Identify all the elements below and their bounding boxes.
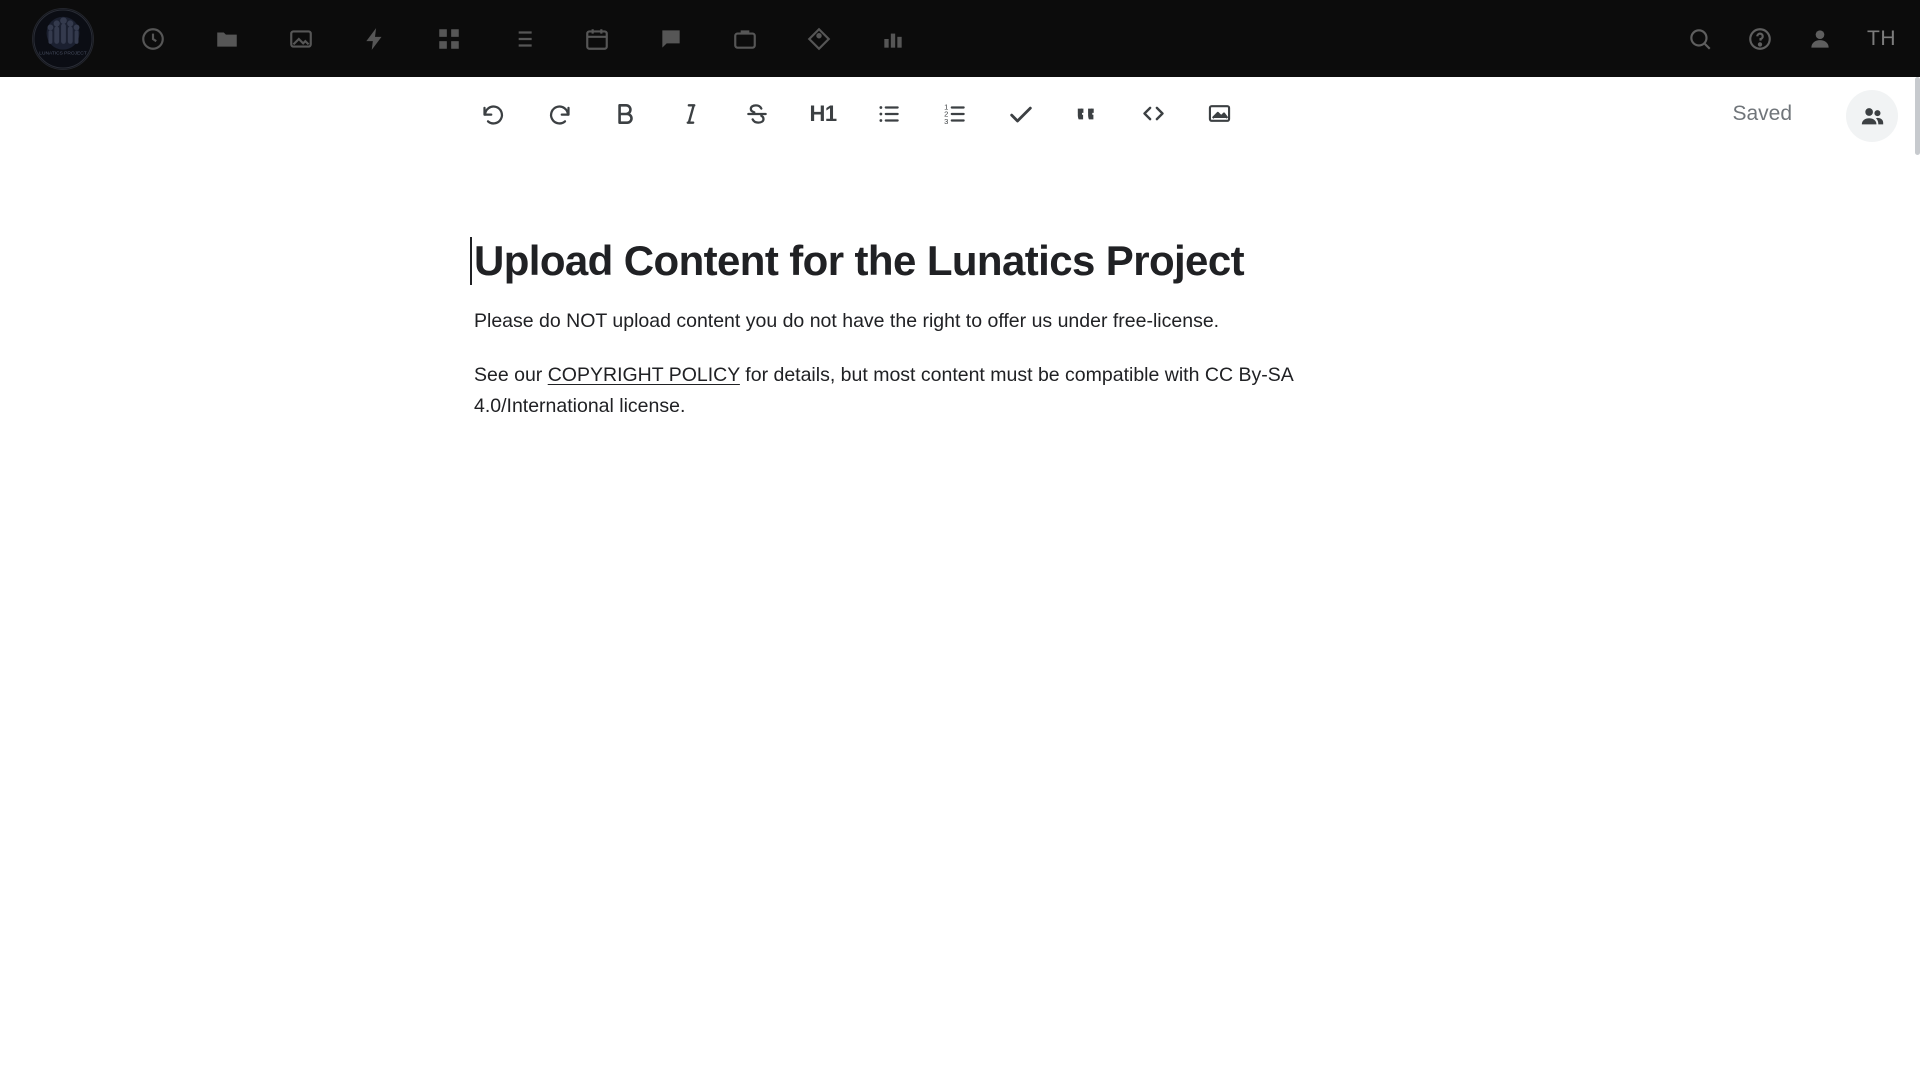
svg-text:LUNATICS PROJECT: LUNATICS PROJECT bbox=[39, 51, 87, 57]
save-status: Saved bbox=[1732, 101, 1792, 125]
list-icon[interactable] bbox=[510, 26, 536, 52]
copyright-policy-link[interactable]: COPYRIGHT POLICY bbox=[547, 363, 740, 386]
italic-button[interactable] bbox=[658, 77, 724, 150]
clock-icon[interactable] bbox=[140, 26, 166, 52]
document-body[interactable] bbox=[474, 235, 1364, 445]
tag-icon[interactable] bbox=[806, 26, 832, 52]
app-bar bbox=[0, 0, 1920, 77]
collaborators-button[interactable] bbox=[1846, 90, 1898, 142]
undo-button[interactable] bbox=[460, 77, 526, 150]
account-icon[interactable] bbox=[1807, 26, 1833, 52]
strikethrough-button[interactable] bbox=[724, 77, 790, 150]
checklist-button[interactable] bbox=[988, 77, 1054, 150]
app-bar-left-icons bbox=[140, 0, 906, 77]
chart-icon[interactable] bbox=[880, 26, 906, 52]
formatting-tools bbox=[460, 77, 1252, 150]
paragraph-1[interactable]: Please do NOT upload content you do not have the right to offer us under free-license. bbox=[474, 310, 1220, 333]
briefcase-icon[interactable] bbox=[732, 26, 758, 52]
app-bar-right-icons bbox=[1687, 0, 1896, 77]
folder-icon[interactable] bbox=[214, 26, 240, 52]
grid-icon[interactable] bbox=[436, 26, 462, 52]
chat-icon[interactable] bbox=[658, 26, 684, 52]
svg-text:1: 1 bbox=[944, 102, 949, 112]
blockquote-button[interactable] bbox=[1054, 77, 1120, 150]
text-caret bbox=[470, 237, 472, 285]
bolt-icon[interactable] bbox=[362, 26, 388, 52]
editor-toolbar bbox=[0, 77, 1920, 150]
vertical-scrollbar[interactable] bbox=[1915, 77, 1920, 155]
code-block-button[interactable] bbox=[1120, 77, 1186, 150]
help-icon[interactable] bbox=[1747, 26, 1773, 52]
redo-button[interactable] bbox=[526, 77, 592, 150]
heading-1-button[interactable]: H1 bbox=[809, 100, 837, 126]
image-icon[interactable] bbox=[288, 26, 314, 52]
paragraph-2-prefix: See our bbox=[474, 363, 548, 386]
svg-text:2: 2 bbox=[944, 109, 949, 119]
lunatics-logo[interactable] bbox=[32, 8, 94, 70]
search-icon[interactable] bbox=[1687, 26, 1713, 52]
page-title-text: Upload Content for the Lunatics Project bbox=[474, 237, 1244, 284]
svg-text:3: 3 bbox=[944, 116, 949, 126]
paragraph-2[interactable] bbox=[474, 360, 1364, 423]
avatar[interactable]: TH bbox=[1867, 26, 1896, 50]
numbered-list-button[interactable] bbox=[922, 77, 988, 150]
paragraph-2-suffix: for details, but most content must be compatible with CC By-SA 4.0/International license. bbox=[474, 363, 1293, 418]
document-editor[interactable] bbox=[0, 150, 1920, 1080]
bullet-list-button[interactable] bbox=[856, 77, 922, 150]
people-icon bbox=[1859, 103, 1886, 130]
bold-button[interactable] bbox=[592, 77, 658, 150]
calendar-icon[interactable] bbox=[584, 26, 610, 52]
insert-image-button[interactable] bbox=[1186, 77, 1252, 150]
page-title[interactable] bbox=[474, 235, 1364, 286]
